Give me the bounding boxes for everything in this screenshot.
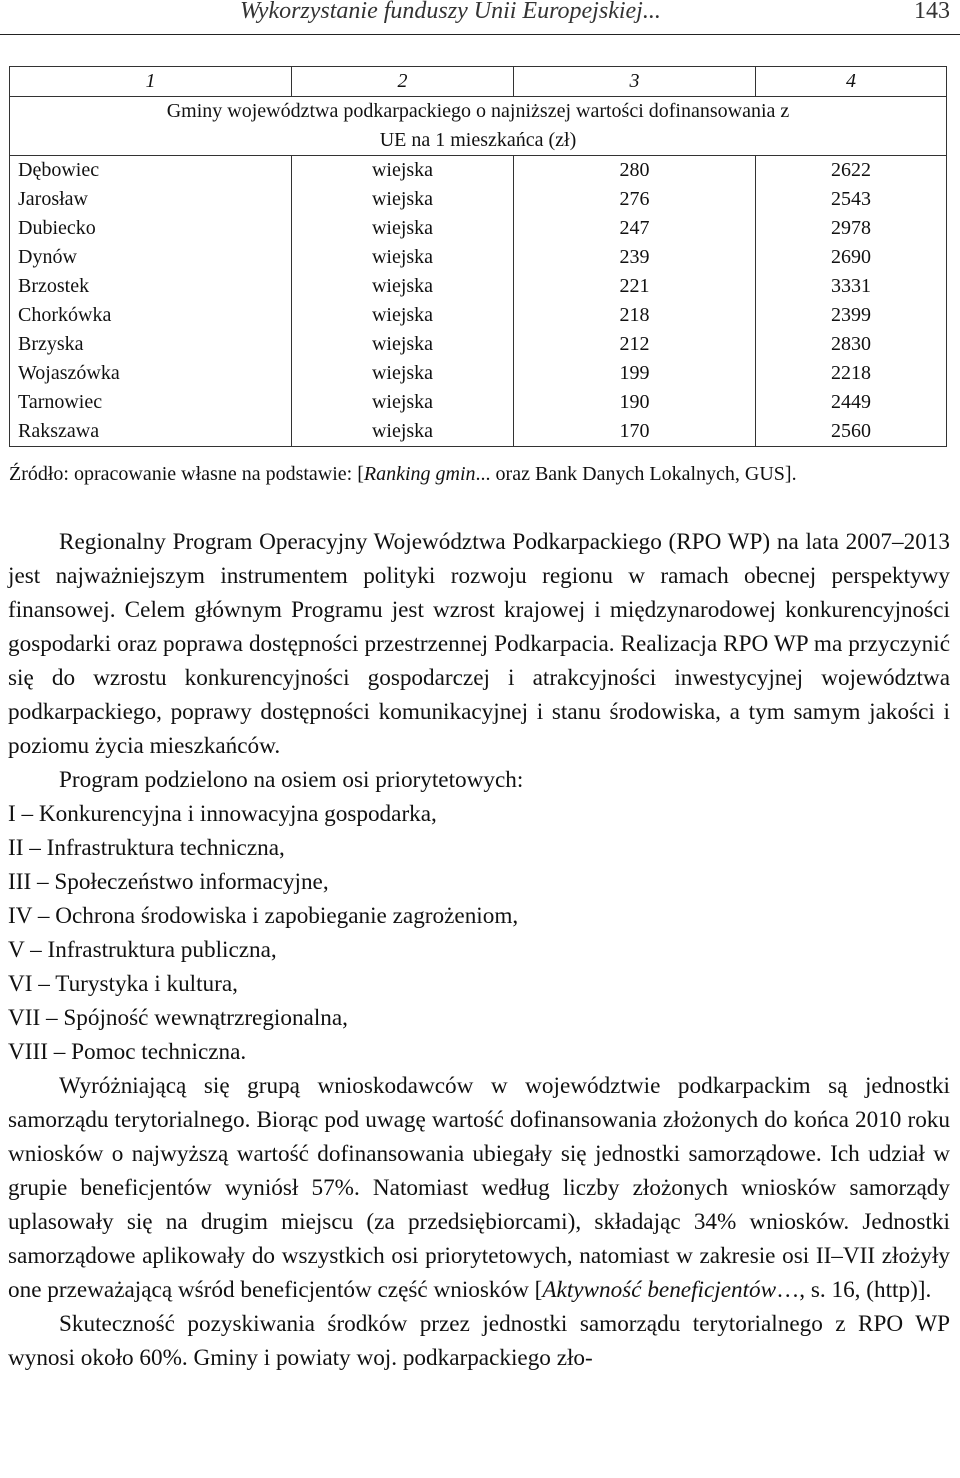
population-value: 2543 — [756, 185, 947, 214]
municipalities-table — [9, 66, 947, 447]
municipality-name: Brzostek — [10, 272, 292, 301]
municipality-type: wiejska — [292, 417, 514, 447]
column-number: 3 — [514, 67, 756, 97]
municipality-name: Dynów — [10, 243, 292, 272]
municipality-name: Chorkówka — [10, 301, 292, 330]
priority-axis-item: V – Infrastruktura publiczna, — [8, 937, 277, 963]
municipality-type: wiejska — [292, 185, 514, 214]
population-value: 2560 — [756, 417, 947, 447]
table-source-note — [9, 463, 797, 486]
source-suffix: ... oraz Bank Danych Lokalnych, GUS]. — [475, 463, 797, 485]
municipality-type: wiejska — [292, 301, 514, 330]
paragraph-rpo: Regionalny Program Operacyjny Województwa Podkarpackiego (RPO WP) na lata 2007–2013 jest najważniejszym instrumentem polityki rozwoju regionu w ramach obecnej perspektywy finansowej. Celem głównym Programu jest wzrost krajowej i międzynarodowej konkurencyjności gospodarki oraz poprawa dostępności przestrzennej Podkarpacia. Realizacja RPO WP ma przyczynić się do wzrostu konkurencyjności gospodarczej i atrakcyjności inwestycyjnej województwa podkarpackiego, poprawy dostępności komunikacyjnej i stanu środowiska, a tym samym jakości i poziomu życia mieszkańców. — [8, 529, 950, 759]
applicants-text: Wyróżniającą się grupą wnioskodawców w województwie podkarpackim są jednostki samorządu terytorialnego. Biorąc pod uwagę wartość dofinansowania złożonych do końca 2010 roku wniosków o najwyższą wartość dofinansowania ubiegały się jednostki samorządowe. Ich udział w grupie beneficjentów wyniósł 57%. Natomiast według liczby złożonych wniosków samorządy uplasowały się na drugim miejscu (za przedsiębiorcami), składając 34% wniosków. Jednostki samorządowe aplikowały do wszystkich osi priorytetowych, natomiast w zakresie osi II–VII złożyły one przeważającą wśród beneficjentów część wniosków [ — [8, 1073, 950, 1303]
source-italic: Ranking gmin — [363, 463, 476, 485]
value-per-capita: 190 — [514, 388, 756, 417]
priority-axis-item: VII – Spójność wewnątrzregionalna, — [8, 1005, 348, 1031]
municipality-name: Dubiecko — [10, 214, 292, 243]
population-value: 2399 — [756, 301, 947, 330]
municipality-name: Tarnowiec — [10, 388, 292, 417]
population-value: 2449 — [756, 388, 947, 417]
municipality-name: Jarosław — [10, 185, 292, 214]
body-text — [8, 525, 950, 1375]
value-per-capita: 247 — [514, 214, 756, 243]
running-header — [0, 0, 960, 35]
population-value: 3331 — [756, 272, 947, 301]
population-value: 2690 — [756, 243, 947, 272]
priority-axis-item: III – Społeczeństwo informacyjne, — [8, 869, 329, 895]
column-number: 1 — [10, 67, 292, 97]
priority-axis-item: I – Konkurencyjna i innowacyjna gospodarka, — [8, 801, 437, 827]
municipality-type: wiejska — [292, 388, 514, 417]
paragraph-applicants — [8, 1069, 950, 1307]
value-per-capita: 239 — [514, 243, 756, 272]
paragraph-effectiveness: Skuteczność pozyskiwania środków przez jednostki samorządu terytorialnego z RPO WP wynosi około 60%. Gminy i powiaty woj. podkarpackiego zło- — [8, 1311, 950, 1371]
priority-axes-list — [8, 797, 950, 1069]
value-per-capita: 199 — [514, 359, 756, 388]
municipality-type: wiejska — [292, 272, 514, 301]
priority-axis-item: IV – Ochrona środowiska i zapobieganie zagrożeniom, — [8, 903, 519, 929]
population-value: 2622 — [756, 156, 947, 186]
municipality-name: Rakszawa — [10, 417, 292, 447]
running-title: Wykorzystanie funduszy Unii Europejskiej... — [240, 0, 661, 24]
municipality-name: Brzyska — [10, 330, 292, 359]
table-row — [10, 388, 947, 417]
column-number-row — [10, 67, 947, 97]
table-body — [10, 156, 947, 447]
municipality-type: wiejska — [292, 359, 514, 388]
table-row — [10, 272, 947, 301]
applicants-citation-end: …, s. 16, (http)]. — [776, 1277, 932, 1303]
column-number: 4 — [756, 67, 947, 97]
value-per-capita: 212 — [514, 330, 756, 359]
population-value: 2978 — [756, 214, 947, 243]
municipality-type: wiejska — [292, 330, 514, 359]
table-row — [10, 301, 947, 330]
page-number: 143 — [914, 0, 950, 24]
table-subheader-row — [10, 97, 947, 156]
table-row — [10, 214, 947, 243]
municipality-name: Wojaszówka — [10, 359, 292, 388]
priority-axis-item: VIII – Pomoc techniczna. — [8, 1039, 247, 1065]
value-per-capita: 170 — [514, 417, 756, 447]
population-value: 2218 — [756, 359, 947, 388]
priority-axis-item: II – Infrastruktura techniczna, — [8, 835, 285, 861]
table-subheader — [10, 97, 947, 156]
priority-axis-item: VI – Turystyka i kultura, — [8, 971, 238, 997]
value-per-capita: 221 — [514, 272, 756, 301]
value-per-capita: 218 — [514, 301, 756, 330]
table-row — [10, 156, 947, 186]
municipality-type: wiejska — [292, 214, 514, 243]
table-row — [10, 243, 947, 272]
column-number: 2 — [292, 67, 514, 97]
paragraph-axes-intro: Program podzielono na osiem osi priorytetowych: — [59, 767, 524, 793]
table-row — [10, 185, 947, 214]
value-per-capita: 280 — [514, 156, 756, 186]
municipality-type: wiejska — [292, 156, 514, 186]
population-value: 2830 — [756, 330, 947, 359]
municipality-name: Dębowiec — [10, 156, 292, 186]
source-prefix: Źródło: opracowanie własne na podstawie: [ — [9, 463, 364, 485]
value-per-capita: 276 — [514, 185, 756, 214]
applicants-citation-title: Aktywność beneficjentów — [542, 1277, 777, 1303]
table-row — [10, 417, 947, 447]
table-subheader-text: Gminy województwa podkarpackiego o najniższej wartości dofinansowania z UE na 1 mieszkańca (zł) — [166, 100, 790, 151]
table-row — [10, 330, 947, 359]
table-row — [10, 359, 947, 388]
municipality-type: wiejska — [292, 243, 514, 272]
